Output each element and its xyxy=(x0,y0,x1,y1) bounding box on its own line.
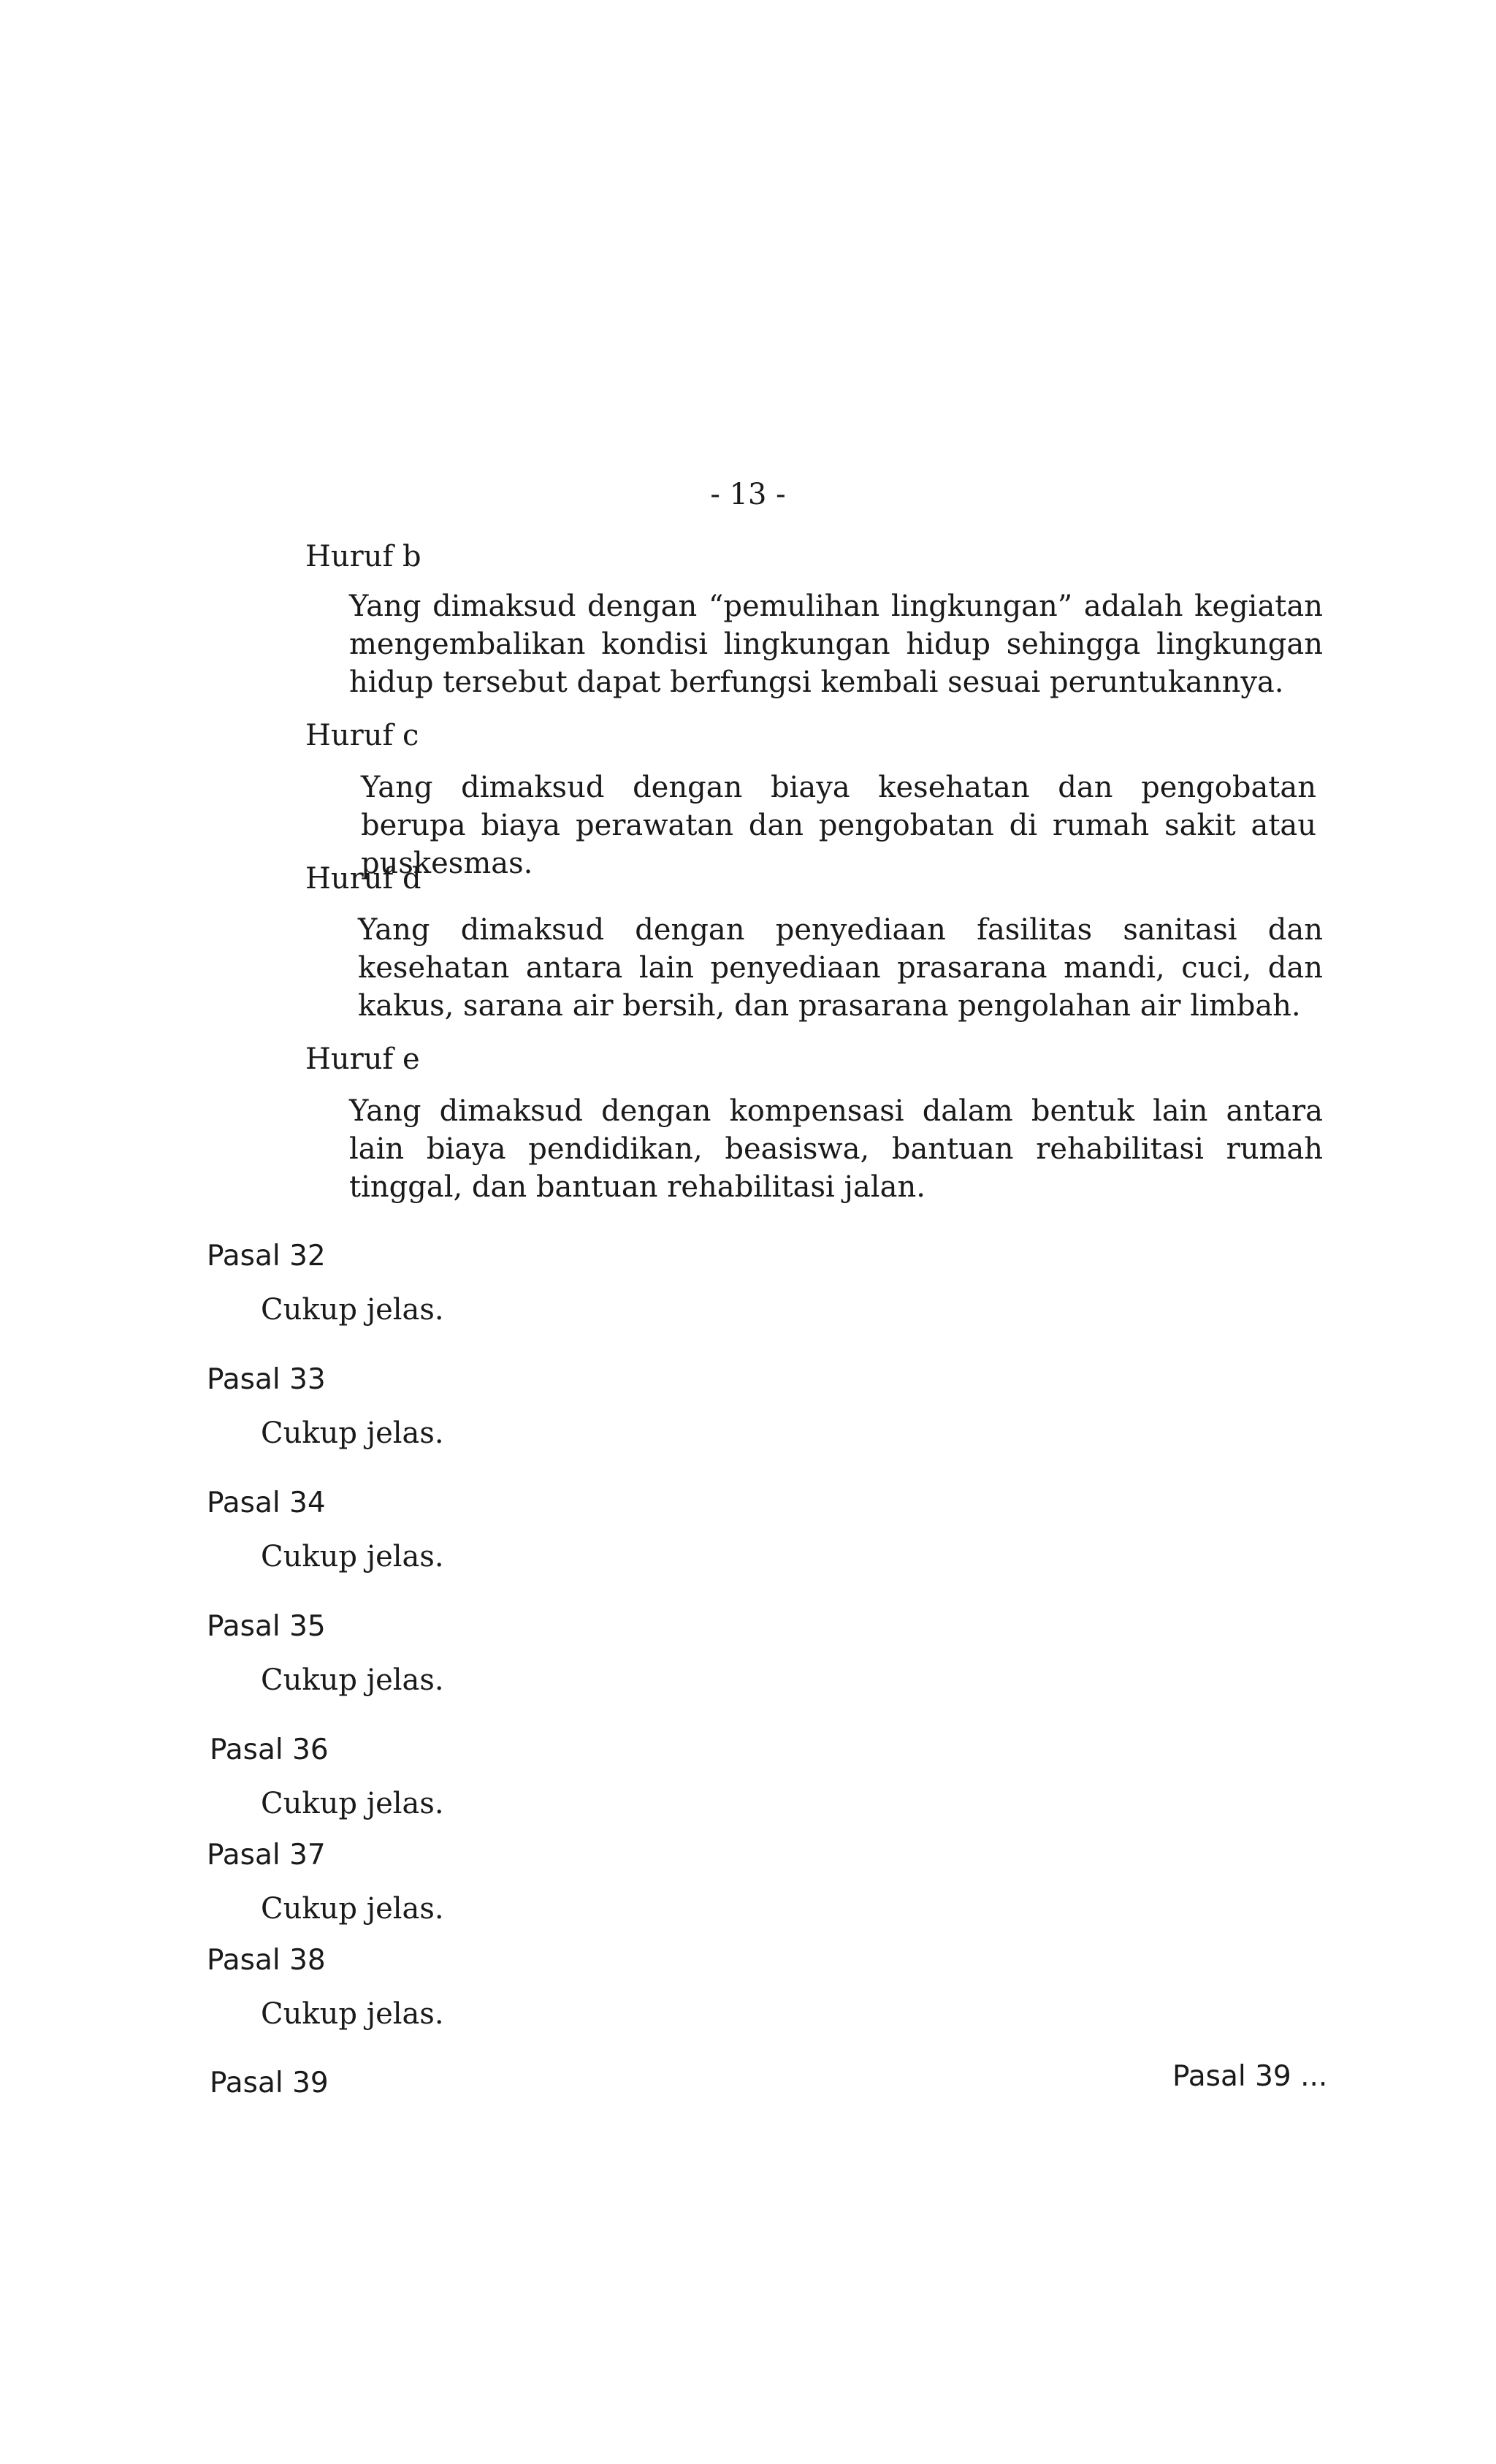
pasal-36-text: Cukup jelas. xyxy=(261,1787,444,1820)
continuation-marker: Pasal 39 ... xyxy=(1172,2060,1328,2093)
huruf-e-text: Yang dimaksud dengan kompensasi dalam bentuk lain antara lain biaya pendidikan, beasiswa, bantuan rehabilitasi rumah tinggal, dan bantuan rehabilitasi jalan. xyxy=(349,1094,1323,1204)
huruf-c-text: Yang dimaksud dengan biaya kesehatan dan pengobatan berupa biaya perawatan dan pengobatan di rumah sakit atau puskesmas. xyxy=(361,771,1316,880)
huruf-b-text: Yang dimaksud dengan “pemulihan lingkungan” adalah kegiatan mengembalikan kondisi lingkungan hidup sehingga lingkungan hidup tersebut dapat berfungsi kembali sesuai peruntukannya. xyxy=(349,590,1323,699)
pasal-37-heading: Pasal 37 xyxy=(207,1839,326,1872)
pasal-35-text: Cukup jelas. xyxy=(261,1663,444,1697)
huruf-d-text: Yang dimaksud dengan penyediaan fasilitas sanitasi dan kesehatan antara lain penyediaan prasarana mandi, cuci, dan kakus, sarana air bersih, dan prasarana pengolahan air limbah. xyxy=(358,913,1323,1023)
pasal-34-heading: Pasal 34 xyxy=(207,1487,326,1519)
huruf-d-heading: Huruf d xyxy=(305,862,421,896)
page-number: - 13 - xyxy=(710,478,786,511)
pasal-33-heading: Pasal 33 xyxy=(207,1363,326,1396)
pasal-39-heading: Pasal 39 xyxy=(210,2067,329,2099)
pasal-36-heading: Pasal 36 xyxy=(210,1733,329,1766)
huruf-e-heading: Huruf e xyxy=(305,1042,420,1076)
pasal-38-heading: Pasal 38 xyxy=(207,1944,326,1977)
pasal-37-text: Cukup jelas. xyxy=(261,1892,444,1926)
huruf-b-heading: Huruf b xyxy=(305,540,421,573)
pasal-32-heading: Pasal 32 xyxy=(207,1240,326,1273)
pasal-38-text: Cukup jelas. xyxy=(261,1997,444,2031)
pasal-34-text: Cukup jelas. xyxy=(261,1540,444,1574)
pasal-35-heading: Pasal 35 xyxy=(207,1610,326,1643)
pasal-32-text: Cukup jelas. xyxy=(261,1293,444,1327)
pasal-33-text: Cukup jelas. xyxy=(261,1416,444,1450)
huruf-c-heading: Huruf c xyxy=(305,719,419,752)
